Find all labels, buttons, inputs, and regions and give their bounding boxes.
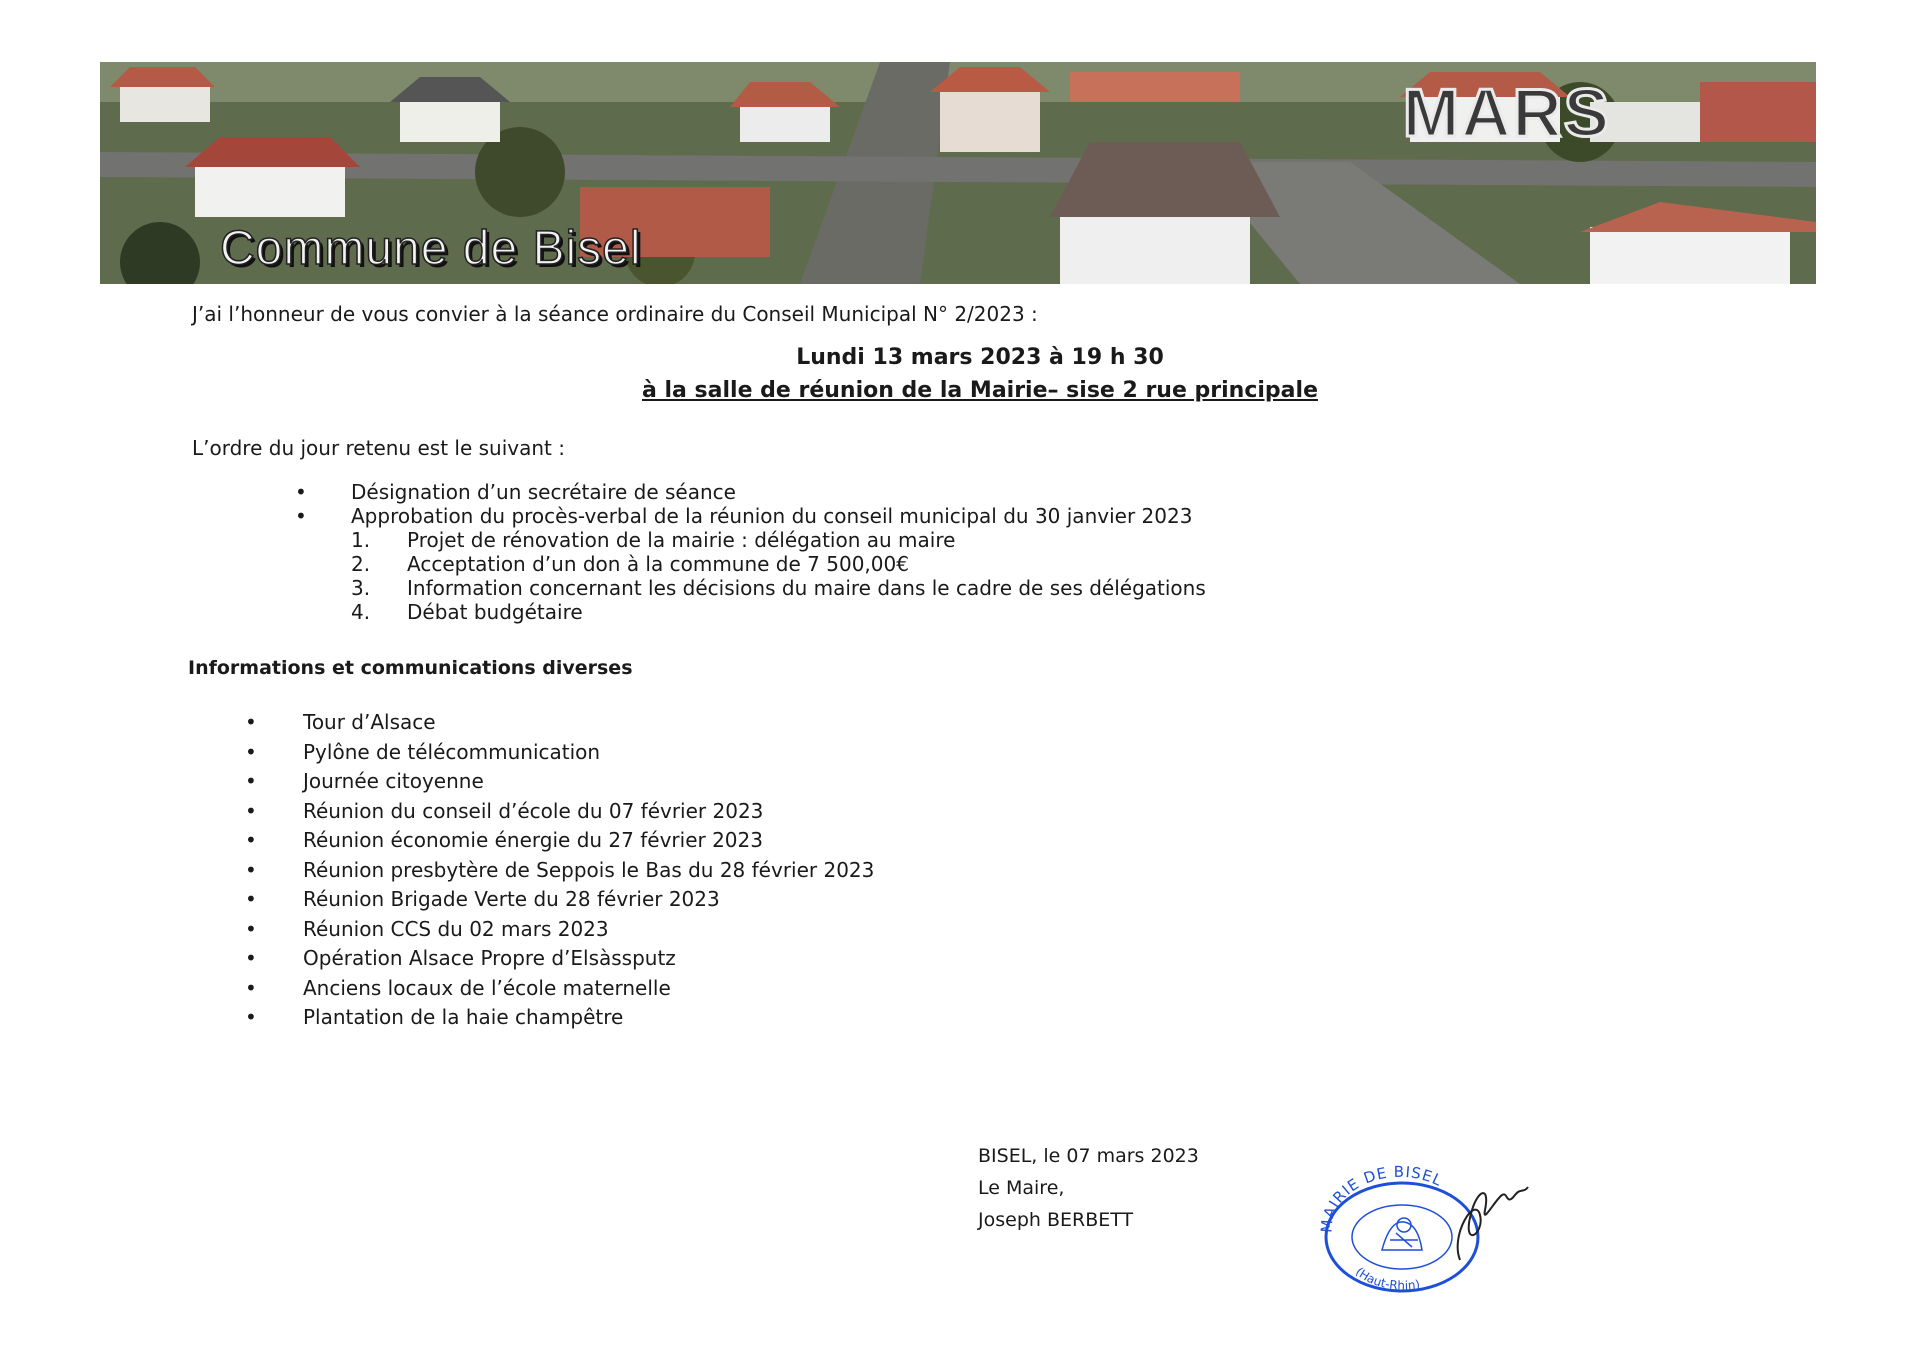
info-item <box>245 885 874 915</box>
agenda-numbered-item <box>295 600 1206 624</box>
month-title: MARS <box>1402 75 1611 151</box>
agenda-item-text: Information concernant les décisions du maire dans le cadre de ses délégations <box>407 576 1206 600</box>
bullet-icon: • <box>245 975 257 1000</box>
handwritten-signature <box>1458 1187 1528 1260</box>
info-item <box>245 826 874 856</box>
agenda-numbered-item <box>295 552 1206 576</box>
bullet-icon: • <box>245 798 257 823</box>
agenda-item-number: 1. <box>351 528 371 552</box>
agenda-item-text: Débat budgétaire <box>407 600 583 624</box>
info-item-text: Réunion CCS du 02 mars 2023 <box>303 916 609 941</box>
commune-title: Commune de Bisel <box>220 222 642 275</box>
agenda-bullet-item <box>295 504 1206 528</box>
info-list <box>245 708 874 1033</box>
bullet-icon: • <box>245 887 257 911</box>
info-item <box>245 944 874 974</box>
info-item <box>245 738 874 768</box>
info-item <box>245 708 874 738</box>
agenda-list <box>295 480 1206 624</box>
info-item <box>245 1003 874 1033</box>
info-item-text: Réunion presbytère de Seppois le Bas du 28 février 2023 <box>303 857 875 882</box>
info-item-text: Anciens locaux de l’école maternelle <box>303 975 671 1000</box>
agenda-item-number: 2. <box>351 552 371 576</box>
stamp-emblem-icon <box>1382 1218 1422 1250</box>
mairie-stamp <box>1310 1155 1530 1295</box>
place-date: BISEL, le 07 mars 2023 <box>978 1145 1199 1167</box>
bullet-icon: • <box>245 769 257 793</box>
info-item <box>245 797 874 827</box>
bullet-icon: • <box>245 916 257 941</box>
bullet-icon: • <box>245 946 257 970</box>
bullet-icon: • <box>245 710 257 734</box>
bullet-icon: • <box>295 504 307 528</box>
bullet-icon: • <box>245 857 257 882</box>
meeting-date: Lundi 13 mars 2023 à 19 h 30 <box>796 345 1164 370</box>
info-heading: Informations et communications diverses <box>188 657 633 679</box>
meeting-place: à la salle de réunion de la Mairie– sise 2 rue principale <box>642 378 1318 403</box>
info-item <box>245 915 874 945</box>
info-item-text: Pylône de télécommunication <box>303 739 601 764</box>
info-item-text: Réunion économie énergie du 27 février 2023 <box>303 828 763 852</box>
agenda-bullet-item <box>295 480 1206 504</box>
stamp-top-text: MAIRIE DE BISEL <box>1317 1162 1446 1234</box>
info-item-text: Tour d’Alsace <box>303 710 436 734</box>
signature-block <box>978 1140 1199 1236</box>
info-item-text: Plantation de la haie champêtre <box>303 1005 624 1029</box>
bullet-icon: • <box>245 739 257 764</box>
agenda-numbered-item <box>295 528 1206 552</box>
agenda-item-number: 4. <box>351 600 371 624</box>
signatory-role: Le Maire, <box>978 1177 1065 1199</box>
bullet-icon: • <box>245 1005 257 1029</box>
agenda-numbered-item <box>295 576 1206 600</box>
agenda-item-text: Approbation du procès-verbal de la réunion du conseil municipal du 30 janvier 2023 <box>351 504 1193 528</box>
agenda-item-text: Acceptation d’un don à la commune de 7 500,00€ <box>407 552 909 576</box>
svg-text:MAIRIE DE BISEL <box>1317 1163 1445 1234</box>
stamp-bottom-text: (Haut-Rhin) <box>1352 1264 1421 1293</box>
info-item-text: Opération Alsace Propre d’Elsàssputz <box>303 946 676 970</box>
agenda-item-number: 3. <box>351 576 371 600</box>
bullet-icon: • <box>295 480 307 504</box>
agenda-intro: L’ordre du jour retenu est le suivant : <box>192 436 565 460</box>
info-item-text: Journée citoyenne <box>303 769 484 793</box>
header-banner <box>100 62 1816 284</box>
info-item <box>245 856 874 886</box>
agenda-item-text: Projet de rénovation de la mairie : délégation au maire <box>407 528 956 552</box>
info-item <box>245 767 874 797</box>
agenda-item-text: Désignation d’un secrétaire de séance <box>351 480 736 504</box>
info-item-text: Réunion du conseil d’école du 07 février 2023 <box>303 798 764 823</box>
info-item-text: Réunion Brigade Verte du 28 février 2023 <box>303 887 720 911</box>
invitation-intro: J’ai l’honneur de vous convier à la séance ordinaire du Conseil Municipal N° 2/2023 : <box>192 302 1038 326</box>
signatory-name: Joseph BERBETT <box>978 1209 1134 1231</box>
info-item <box>245 974 874 1004</box>
bullet-icon: • <box>245 828 257 852</box>
